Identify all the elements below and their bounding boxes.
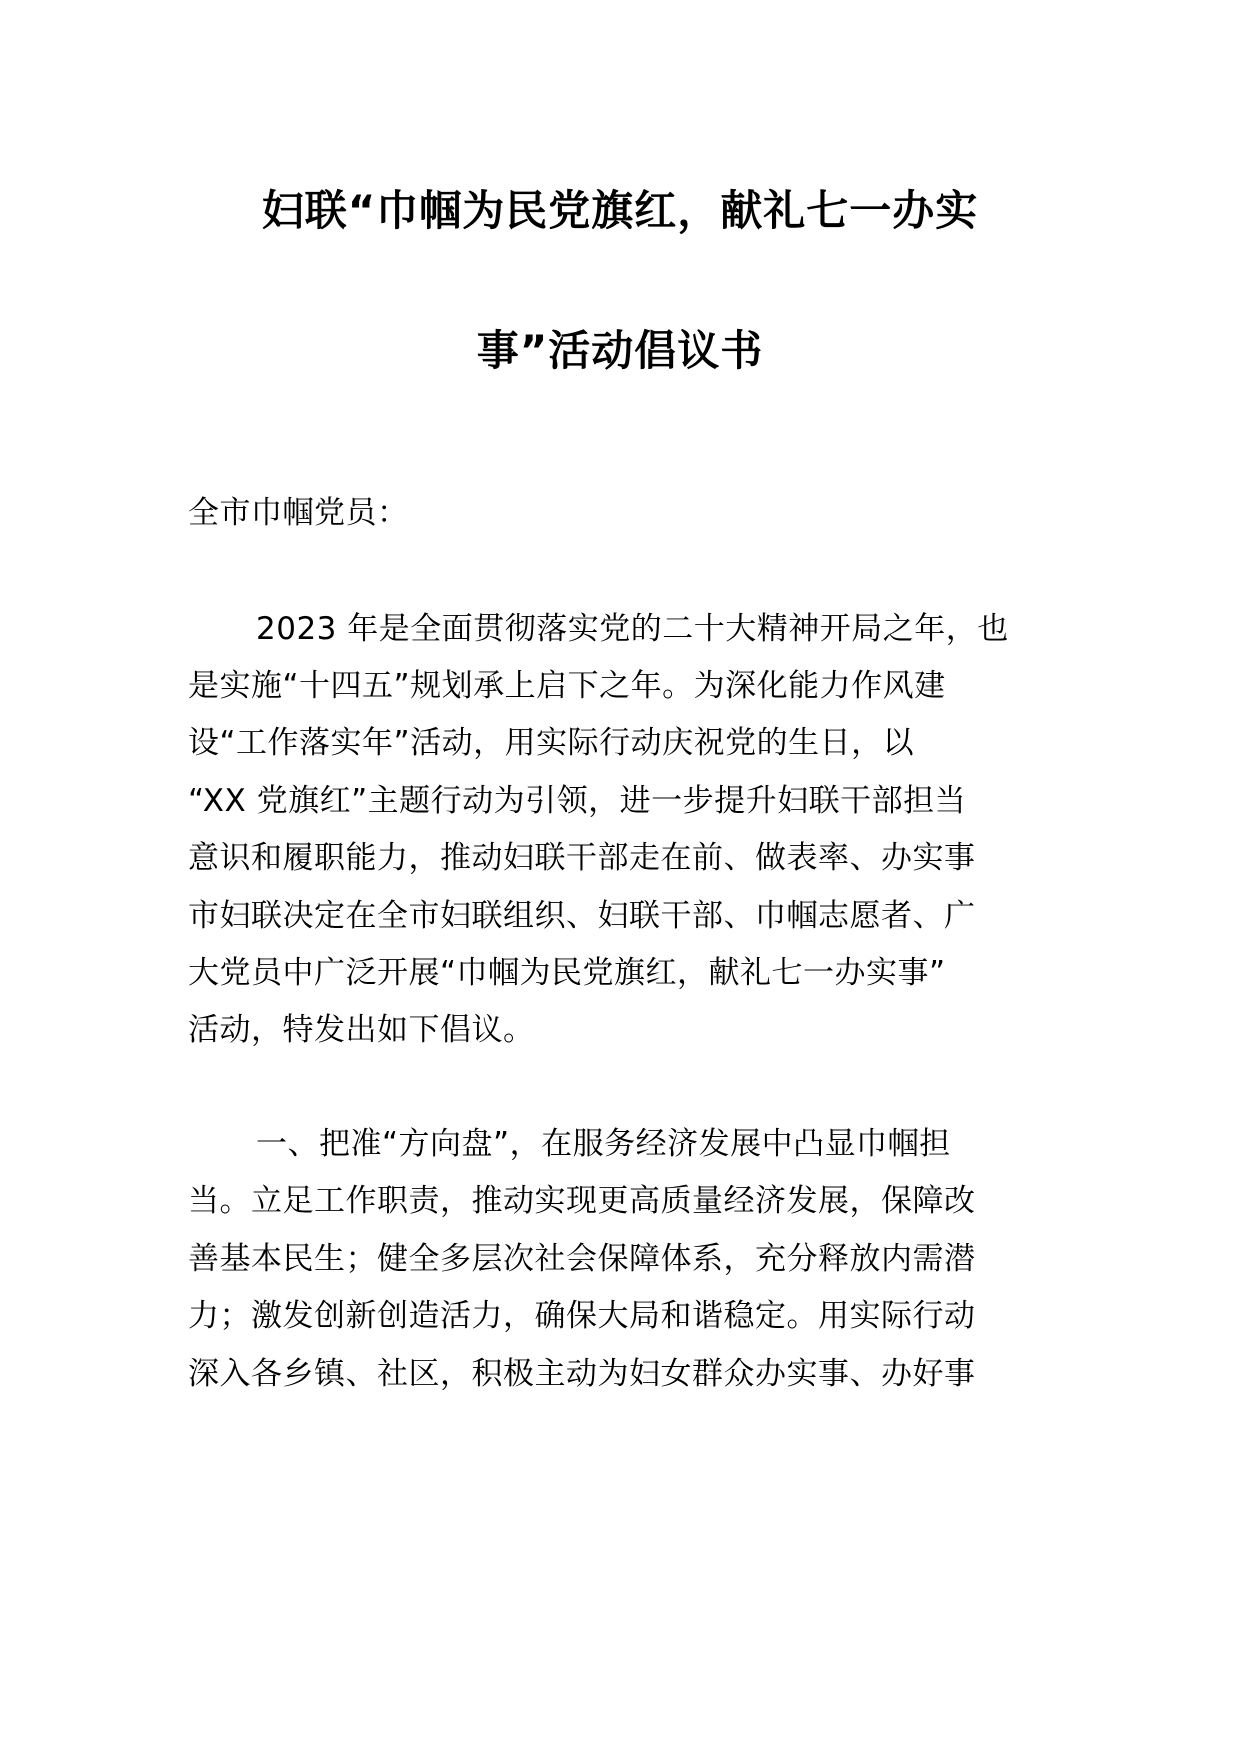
paragraph-1-line: 市妇联决定在全市妇联组织、妇联干部、巾帼志愿者、广 <box>188 898 976 934</box>
paragraph-1-line: 设“工作落实年”活动，用实际行动庆祝党的生日，以 <box>188 725 915 761</box>
paragraph-1-line: 活动，特发出如下倡议。 <box>188 1012 535 1048</box>
paragraph-1-line: 2023 年是全面贯彻落实党的二十大精神开局之年，也 <box>256 611 1009 647</box>
paragraph-2-line: 善基本民生；健全多层次社会保障体系，充分释放内需潜 <box>188 1241 976 1277</box>
paragraph-1-line: 是实施“十四五”规划承上启下之年。为深化能力作风建 <box>188 668 946 704</box>
paragraph-1-line: “XX 党旗红”主题行动为引领，进一步提升妇联干部担当 <box>188 783 967 819</box>
paragraph-2-line: 一、把准“方向盘”，在服务经济发展中凸显巾帼担 <box>256 1126 951 1162</box>
paragraph-1-line: 大党员中广泛开展“巾帼为民党旗红，献礼七一办实事” <box>188 955 946 991</box>
paragraph-1-line: 意识和履职能力，推动妇联干部走在前、做表率、办实事 <box>188 840 976 876</box>
paragraph-2-line: 当。立足工作职责，推动实现更高质量经济发展，保障改 <box>188 1183 976 1219</box>
document-title-line-1: 妇联“巾帼为民党旗红，献礼七一办实 <box>261 186 979 235</box>
paragraph-2-line: 深入各乡镇、社区，积极主动为妇女群众办实事、办好事 <box>188 1356 976 1392</box>
document-title-line-2: 事”活动倡议书 <box>476 326 764 375</box>
salutation: 全市巾帼党员： <box>188 495 409 531</box>
paragraph-2-line: 力；激发创新创造活力，确保大局和谐稳定。用实际行动 <box>188 1298 976 1334</box>
